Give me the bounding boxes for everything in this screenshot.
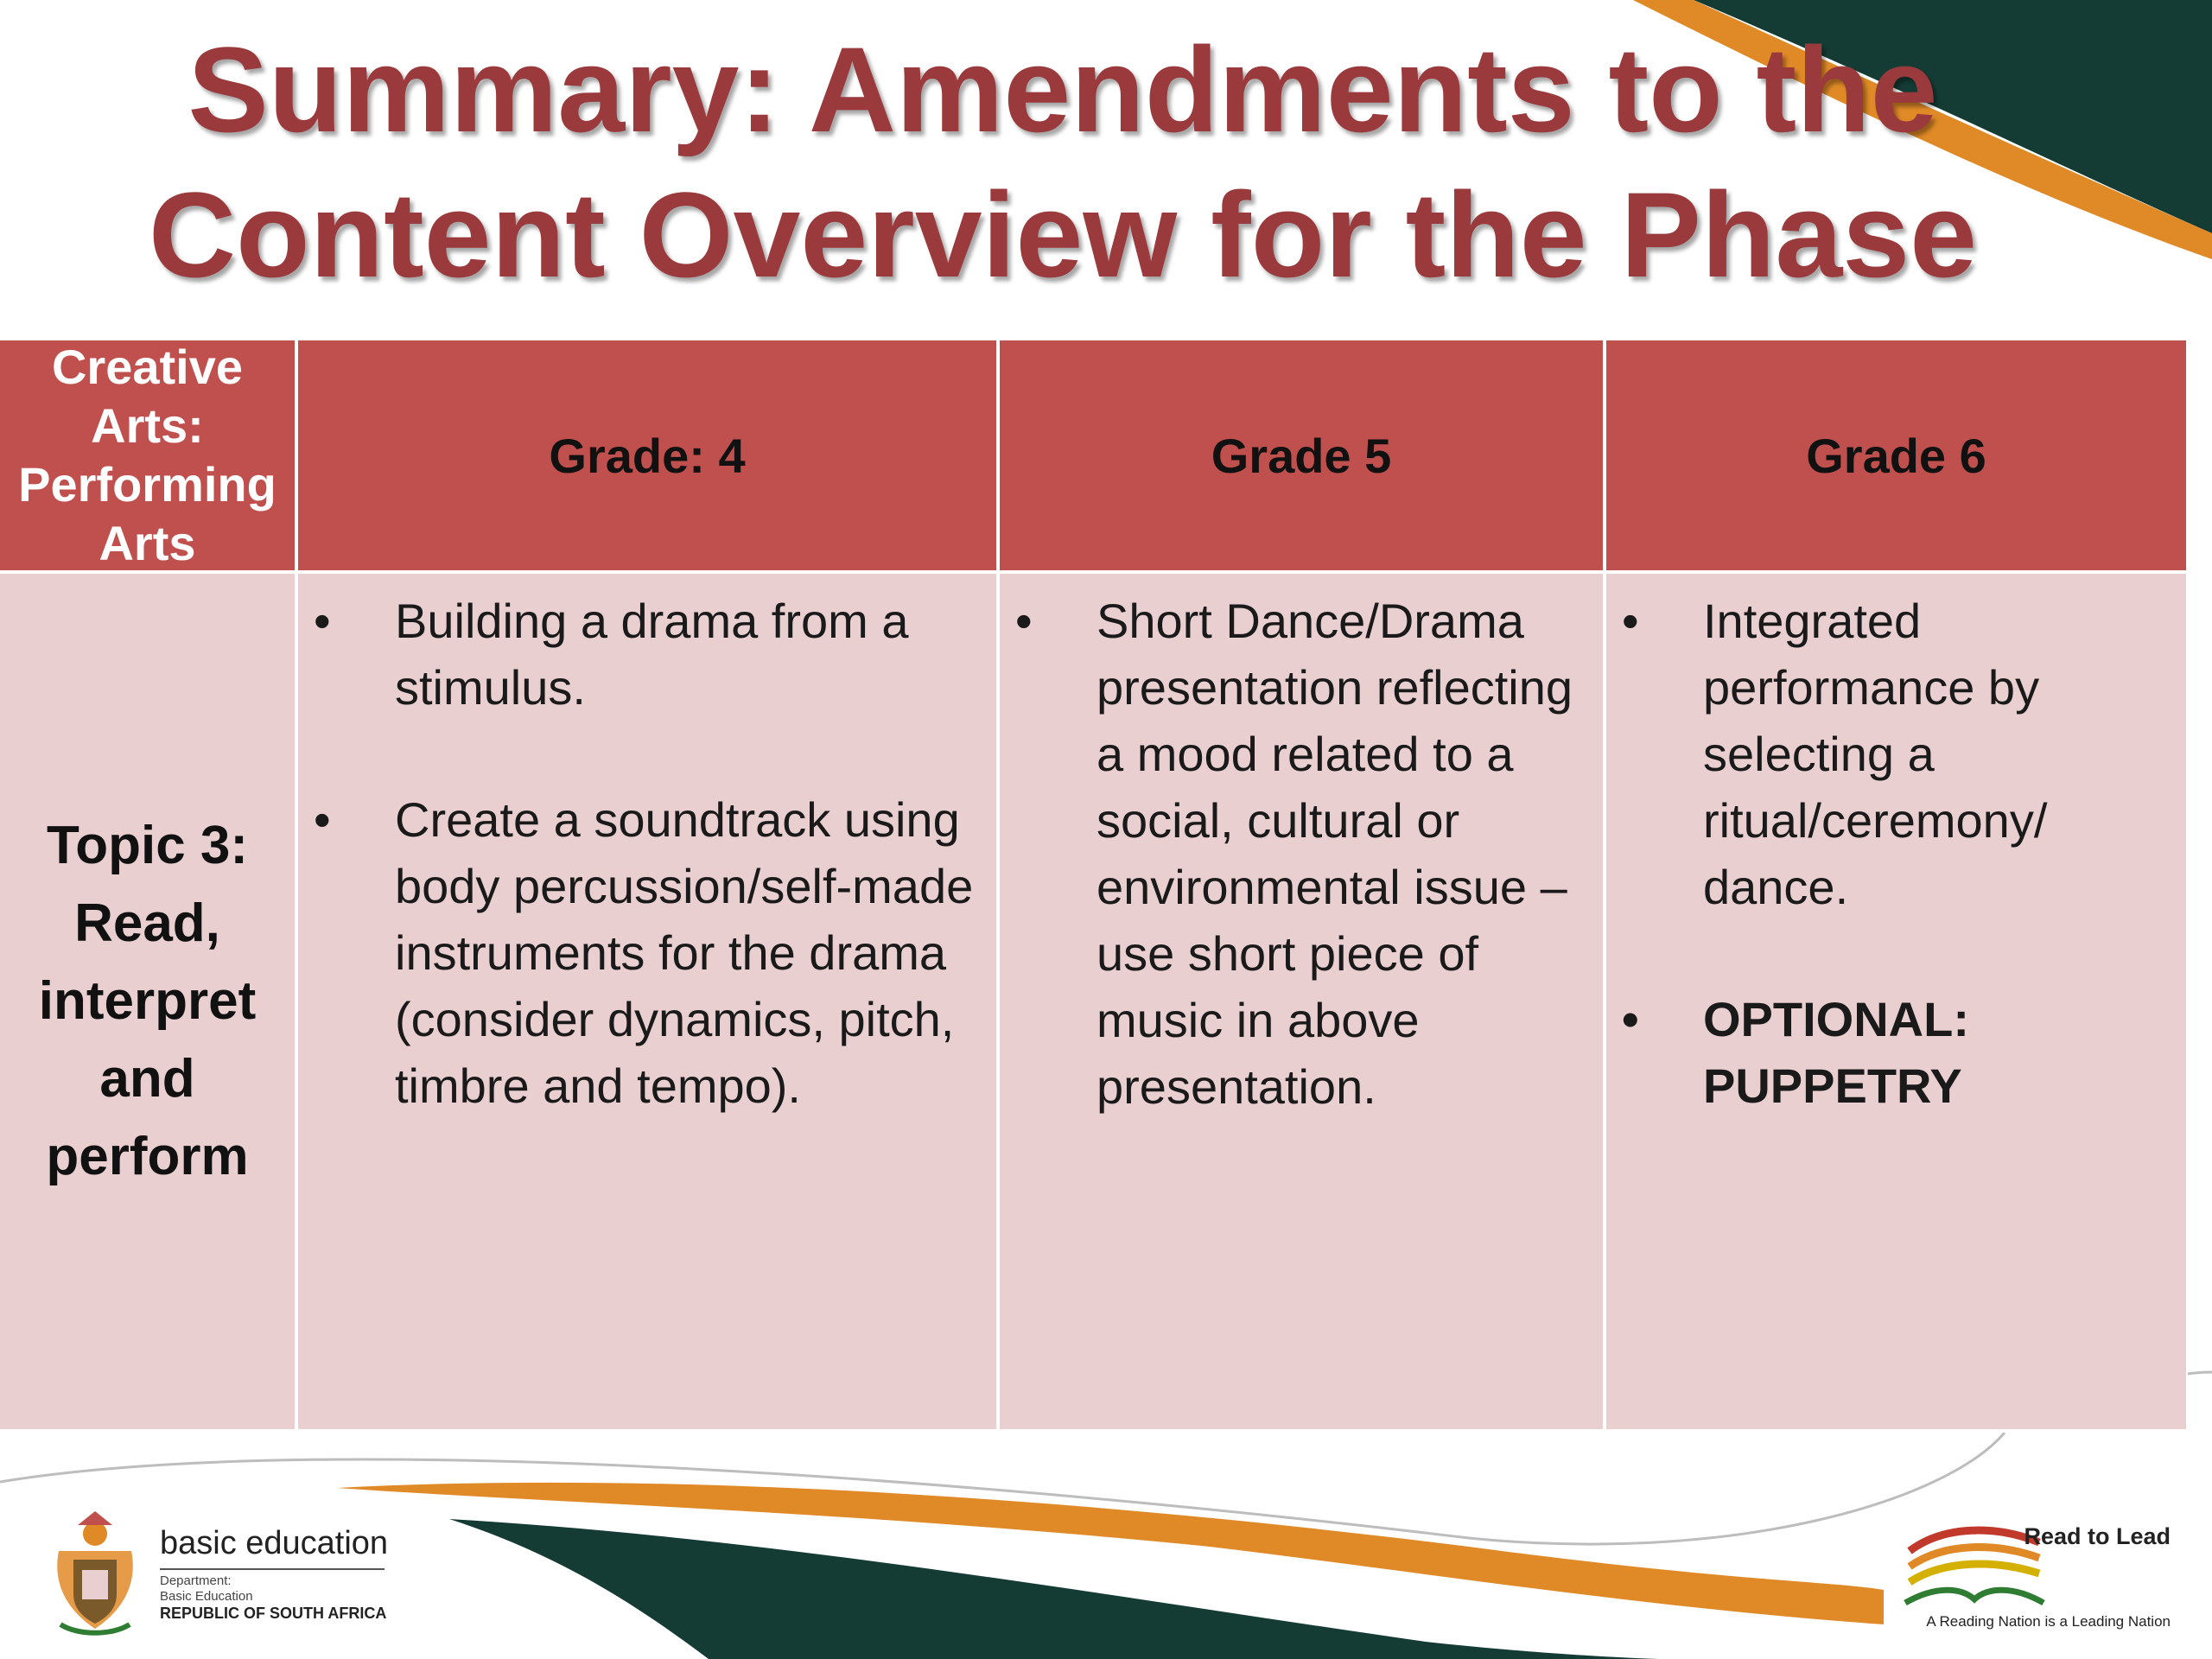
right-edge-arc	[2188, 1372, 2212, 1374]
read-to-lead-logo	[1892, 1508, 2177, 1637]
list-item	[1000, 588, 1591, 1120]
basic-education-logo	[43, 1508, 406, 1637]
list-item-text: Integrated performance by selecting a ritual/ceremony/ dance.	[1703, 594, 2048, 914]
list-item-text: Create a soundtrack using body percussion/self-made instruments for the drama (consider dynamics, pitch, timbre and tempo).	[395, 792, 974, 1113]
logo-department-line: Department:	[160, 1573, 232, 1588]
bullet-icon: •	[1015, 594, 1033, 648]
topic-line: Topic 3:	[46, 816, 249, 875]
grade-4-bullet-list	[298, 574, 996, 1119]
logo-tagline: A Reading Nation is a Leading Nation	[1926, 1613, 2171, 1630]
bullet-icon: •	[314, 594, 331, 648]
header-subject-line: Creative	[51, 340, 243, 394]
logo-department	[160, 1573, 253, 1605]
logo-country: REPUBLIC OF SOUTH AFRICA	[160, 1605, 387, 1622]
topic-line: interpret	[38, 971, 257, 1031]
grade-5-content-cell	[1000, 574, 1606, 1433]
topic-line: and	[99, 1049, 195, 1109]
logo-title: Read to Lead	[2024, 1523, 2171, 1549]
slide-title-line-2: Content Overview for the Phase	[148, 167, 1978, 302]
grade-6-bullet-list	[1606, 574, 2186, 1119]
list-item	[1606, 986, 2174, 1119]
list-item-text: Short Dance/Drama presentation reflecting a mood related to a social, cultural or environmental issue – use short piece of music in above presentation.	[1096, 594, 1573, 1114]
topic-line: Read,	[74, 893, 220, 953]
bullet-icon: •	[1622, 992, 1639, 1046]
logo-divider	[160, 1568, 385, 1570]
header-cell-subject	[0, 340, 298, 574]
header-cell-grade-4: Grade: 4	[298, 340, 1000, 574]
slide-title	[0, 17, 2126, 308]
list-item	[1606, 588, 2174, 920]
list-item	[298, 588, 984, 721]
content-overview-table	[0, 340, 2186, 1433]
grade-6-content-cell	[1606, 574, 2186, 1433]
header-cell-grade-6: Grade 6	[1606, 340, 2186, 574]
list-item-text: OPTIONAL: PUPPETRY	[1703, 992, 1969, 1113]
slide-title-line-1: Summary: Amendments to the	[188, 22, 1938, 157]
coat-of-arms-icon	[43, 1508, 147, 1637]
header-cell-grade-5: Grade 5	[1000, 340, 1606, 574]
grade-4-content-cell	[298, 574, 1000, 1433]
bullet-icon: •	[314, 792, 331, 847]
header-subject-line: Arts	[99, 516, 196, 570]
topic-cell	[0, 574, 298, 1433]
header-subject-line: Arts:	[91, 398, 204, 453]
header-subject-line: Performing	[18, 457, 276, 512]
logo-department-line: Basic Education	[160, 1589, 253, 1604]
logo-name: basic education	[160, 1525, 389, 1561]
grade-5-bullet-list	[1000, 574, 1603, 1120]
list-item	[298, 786, 984, 1119]
topic-line: perform	[46, 1127, 249, 1186]
list-item-text: Building a drama from a stimulus.	[395, 594, 909, 715]
bullet-icon: •	[1622, 594, 1639, 648]
